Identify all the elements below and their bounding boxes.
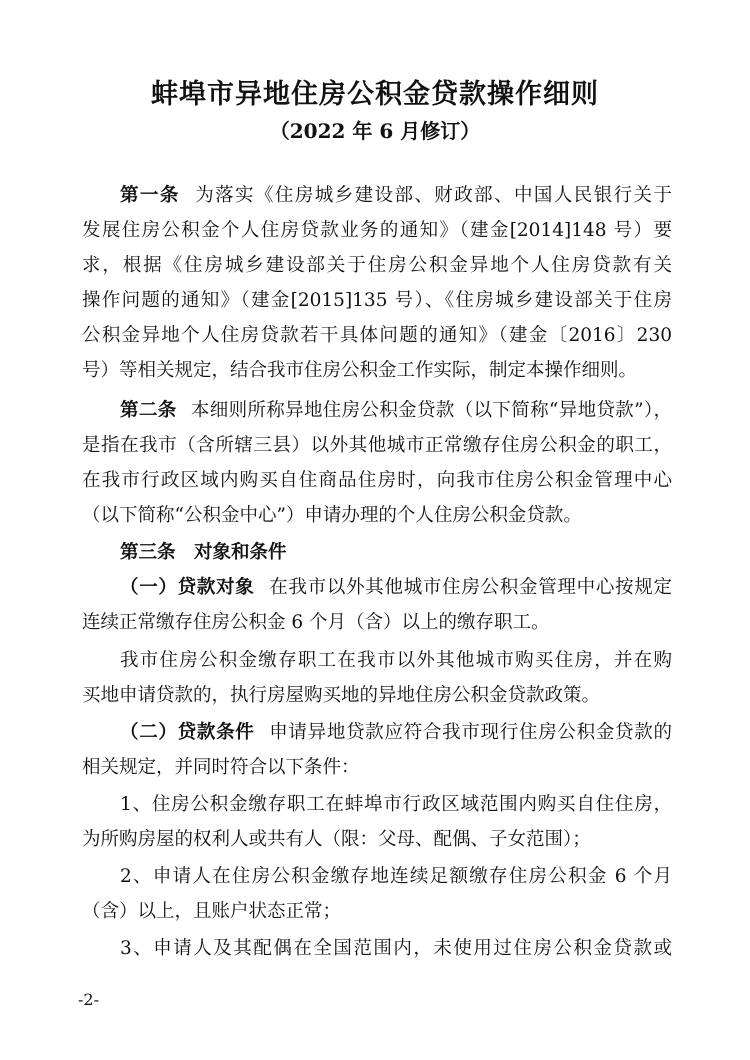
section-2-line-1: （二）贷款条件 申请异地贷款应符合我市现行住房公积金贷款的: [120, 722, 672, 743]
section-1-label: （一）贷款对象: [120, 577, 255, 598]
article-2-line-4: （以下简称“公积金中心”）申请办理的个人住房公积金贷款。: [82, 505, 582, 526]
condition-1-line-2: 为所购房屋的权利人或共有人（限：父母、配偶、子女范围）；: [82, 829, 591, 850]
section-2-label: （二）贷款条件: [120, 722, 255, 743]
article-1-label: 第一条: [120, 185, 180, 206]
article-1-line-2: 发展住房公积金个人住房贷款业务的通知》（建金[2014]148 号）要: [82, 220, 672, 241]
condition-2-line-2: （含）以上，且账户状态正常；: [82, 901, 342, 922]
article-3-heading: 第三条 对象和条件: [120, 542, 287, 563]
section-1-line-1: （一）贷款对象 在我市以外其他城市住房公积金管理中心按规定: [120, 577, 672, 598]
article-2-line-3: 在我市行政区域内购买自住商品住房时，向我市住房公积金管理中心: [82, 470, 672, 491]
condition-2-line-1: 2、申请人在住房公积金缴存地连续足额缴存住房公积金 6 个月: [120, 866, 672, 887]
article-2-line-2: 是指在我市（含所辖三县）以外其他城市正常缴存住房公积金的职工，: [82, 435, 672, 456]
condition-3-line-1: 3、申请人及其配偶在全国范围内，未使用过住房公积金贷款或: [120, 938, 672, 959]
document-subtitle: （2022 年 6 月修订）: [269, 119, 481, 143]
article-1-line-4: 操作问题的通知》（建金[2015]135 号）、《住房城乡建设部关于住房: [82, 290, 672, 311]
condition-1-line-1: 1、住房公积金缴存职工在蚌埠市行政区域范围内购买自住住房，: [120, 794, 672, 815]
article-2-label: 第二条: [120, 400, 177, 421]
paragraph-line-1: 我市住房公积金缴存职工在我市以外其他城市购买住房，并在购: [120, 650, 672, 671]
section-1-line-2: 连续正常缴存住房公积金 6 个月（含）以上的缴存职工。: [82, 612, 550, 633]
section-2-line-2: 相关规定，并同时符合以下条件：: [82, 757, 360, 778]
document-title: 蚌埠市异地住房公积金贷款操作细则: [151, 79, 599, 110]
article-1-line-3: 求，根据《住房城乡建设部关于住房公积金异地个人住房贷款有关: [82, 255, 672, 276]
page-number: -2-: [78, 990, 99, 1009]
article-1-line-1: 第一条 为落实《住房城乡建设部、财政部、中国人民银行关于: [120, 185, 672, 206]
article-1-line-6: 号）等相关规定，结合我市住房公积金工作实际，制定本操作细则。: [82, 360, 638, 381]
article-2-line-1: 第二条 本细则所称异地住房公积金贷款（以下简称“异地贷款”），: [120, 400, 672, 421]
paragraph-line-2: 买地申请贷款的，执行房屋购买地的异地住房公积金贷款政策。: [82, 685, 601, 706]
article-1-line-5: 公积金异地个人住房贷款若干具体问题的通知》（建金〔2016〕230: [82, 325, 672, 346]
